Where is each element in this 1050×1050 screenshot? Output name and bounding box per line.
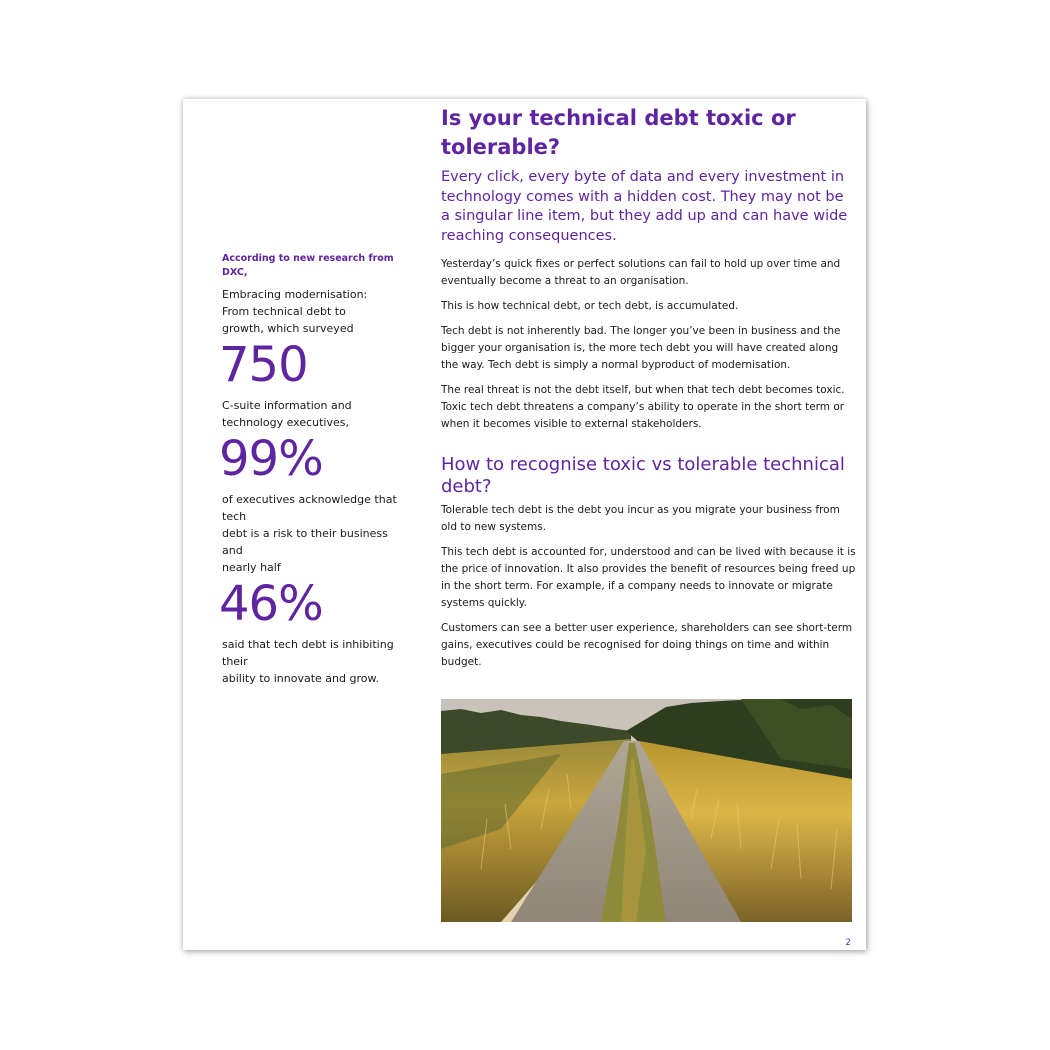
stat-46-percent: 46% bbox=[219, 576, 323, 632]
main-column bbox=[441, 104, 856, 679]
body-paragraph: The real threat is not the debt itself, but when that tech debt becomes toxic. Toxic tech debt threatens a company’s ability to operate in the short term or when it becomes visible to external stakeholders. bbox=[441, 384, 845, 430]
section-heading: How to recognise toxic vs tolerable technical debt? bbox=[441, 454, 845, 497]
stat-99-caption: of executives acknowledge that tech debt is a risk to their business and nearly half bbox=[222, 493, 397, 574]
body-paragraph: Tech debt is not inherently bad. The longer you’ve been in business and the bigger your organisation is, the more tech debt you will have created along the way. Tech debt is simply a normal byproduct of modernisation. bbox=[441, 325, 841, 371]
lead-paragraph: Every click, every byte of data and every investment in technology comes with a hidden cost. They may not be a singular line item, but they add up and can have wide reaching consequences. bbox=[441, 169, 848, 244]
page-number: 2 bbox=[845, 938, 851, 948]
body-paragraph: This is how technical debt, or tech debt, is accumulated. bbox=[441, 300, 739, 312]
stat-750: 750 bbox=[219, 337, 308, 393]
survey-text: Embracing modernisation: From technical debt to growth, which surveyed bbox=[222, 288, 368, 335]
stat-750-caption: C-suite information and technology executives, bbox=[222, 399, 352, 429]
body-paragraph: Yesterday’s quick fixes or perfect solutions can fail to hold up over time and eventually become a threat to an organisation. bbox=[441, 258, 841, 287]
body-paragraph: Tolerable tech debt is the debt you incur as you migrate your business from old to new systems. bbox=[441, 504, 840, 533]
stat-46-caption: said that tech debt is inhibiting their ability to innovate and grow. bbox=[222, 638, 394, 685]
page-title: Is your technical debt toxic or tolerable? bbox=[441, 106, 796, 159]
body-paragraph: Customers can see a better user experience, shareholders can see short-term gains, executives could be recognised for doing things on time and within budget. bbox=[441, 622, 853, 668]
document-page bbox=[183, 99, 866, 950]
body-paragraph: This tech debt is accounted for, understood and can be lived with because it is the price of innovation. It also provides the benefit of resources being freed up in the short term. For example, if a company needs to innovate or migrate systems quickly. bbox=[441, 546, 856, 609]
stats-sidebar bbox=[219, 252, 412, 687]
stat-99-percent: 99% bbox=[219, 431, 323, 487]
sidebar-intro: According to new research from DXC, bbox=[222, 253, 394, 278]
dirt-road-field-photo bbox=[441, 699, 852, 922]
